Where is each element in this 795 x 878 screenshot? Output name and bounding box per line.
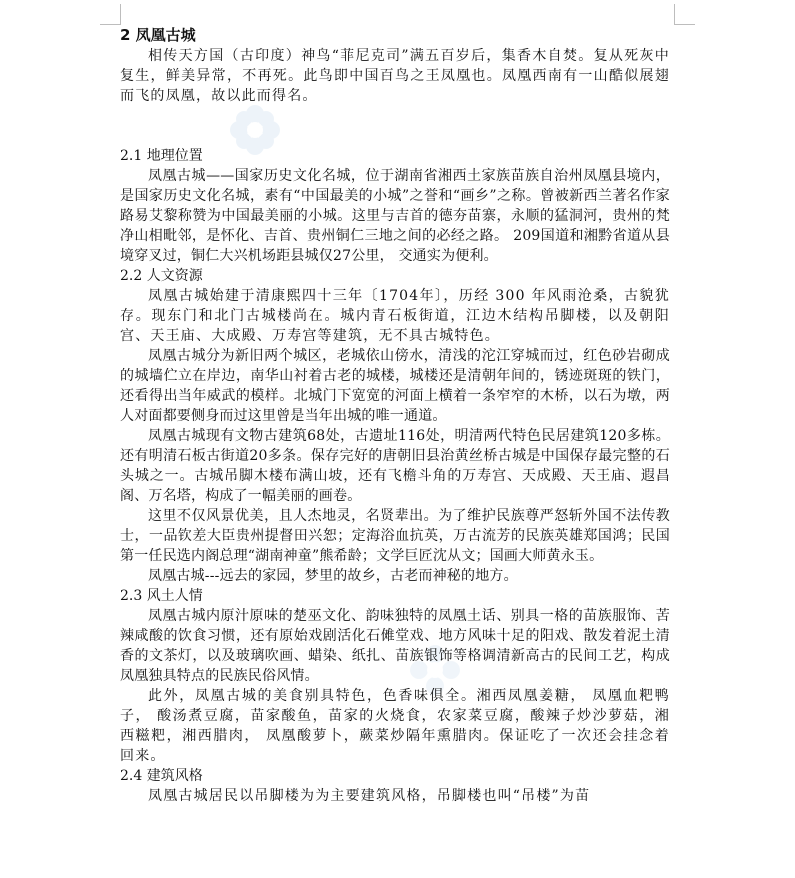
page-corner-mark-left (100, 4, 121, 25)
document-title: 2 凤凰古城 (120, 26, 196, 44)
customs-paragraph: 此外，凤凰古城的美食别具特色，色香味俱全。湘西凤凰姜糖， 凤凰血粑鸭子， 酸汤煮豆腐，苗家酸鱼，苗家的火烧食，农家菜豆腐，酸辣子炒沙萝菇，湘西糍粑，湘西腊肉， 凤凰酸萝卜，蕨菜炒隔年熏腊肉。保证吃了一次还会挂念着回来。 (120, 688, 670, 764)
section-heading-geography: 2.1 地理位置 (120, 148, 203, 164)
culture-paragraph: 这里不仅风景优美，且人杰地灵，名贤辈出。为了维护民族尊严怒斩外国不法传教士，一品钦差大臣贵州提督田兴恕；定海浴血抗英，万古流芳的民族英雄郑国鸿；民国第一任民选内阁总理“湖南神童”熊希龄；文学巨匠沈从文；国画大师黄永玉。 (120, 508, 670, 564)
culture-paragraph: 凤凰古城分为新旧两个城区，老城依山傍水，清浅的沱江穿城而过，红色砂岩砌成的城墙伫立在岸边，南华山衬着古老的城楼，城楼还是清朝年间的，锈迹斑斑的铁门，还看得出当年威武的模样。北城门下宽宽的河面上横着一条窄窄的木桥，以石为墩，两人对面都要侧身而过这里曾是当年出城的唯一通道。 (120, 348, 670, 424)
culture-paragraph: 凤凰古城---远去的家园，梦里的故乡，古老而神秘的地方。 (148, 568, 518, 584)
customs-paragraph: 凤凰古城内原汁原味的楚巫文化、韵味独特的凤凰土话、别具一格的苗族服饰、苦辣咸酸的饮食习惯，还有原始戏剧活化石傩堂戏、地方风味十足的阳戏、散发着泥土清香的文茶灯，以及玻璃吹画、蜡染、纸扎、苗族银饰等格调清新高古的民间工艺，构成凤凰独具特点的民族民俗风情。 (120, 608, 670, 684)
section-heading-customs: 2.3 风土人情 (120, 588, 203, 604)
intro-paragraph: 相传天方国（古印度）神鸟“菲尼克司”满五百岁后，集香木自焚。复从死灰中复生，鲜美异常，不再死。此鸟即中国百鸟之王凤凰也。凤凰西南有一山酷似展翅而飞的凤凰，故以此而得名。 (120, 48, 670, 104)
page-corner-mark-right (674, 4, 695, 25)
section-heading-culture: 2.2 人文资源 (120, 268, 203, 284)
architecture-paragraph: 凤凰古城居民以吊脚楼为为主要建筑风格，吊脚楼也叫“吊楼”为苗 (148, 788, 591, 804)
culture-paragraph: 凤凰古城始建于清康熙四十三年〔1704年〕，历经 300 年风雨沧桑，古貌犹存。现东门和北门古城楼尚在。城内青石板街道，江边木结构吊脚楼，以及朝阳宫、天王庙、大成殿、万寿宫等建筑，无不具古城特色。 (120, 288, 670, 344)
geography-paragraph: 凤凰古城——国家历史文化名城，位于湖南省湘西土家族苗族自治州凤凰县境内，是国家历史文化名城，素有“中国最美的小城”之誉和“画乡”之称。曾被新西兰著名作家路易艾黎称赞为中国最美丽的小城。这里与吉首的德夯苗寨，永顺的猛洞河，贵州的梵净山相毗邻，是怀化、吉首、贵州铜仁三地之间的必经之路。 209国道和湘黔省道从县境穿叉过，铜仁大兴机场距县城仅27公里， 交通实为便利。 (120, 168, 670, 264)
document-body (120, 24, 670, 806)
culture-paragraph: 凤凰古城现有文物古建筑68处，古遗址116处，明清两代特色民居建筑120多栋。还有明清石板古街道20多条。保存完好的唐朝旧县治黄丝桥古城是中国保存最完整的石头城之一。古城吊脚木楼布满山坡，还有飞檐斗角的万寿宫、天成殿、天王庙、遐昌阁、万名塔，构成了一幅美丽的画卷。 (120, 428, 670, 504)
section-heading-architecture: 2.4 建筑风格 (120, 768, 203, 784)
